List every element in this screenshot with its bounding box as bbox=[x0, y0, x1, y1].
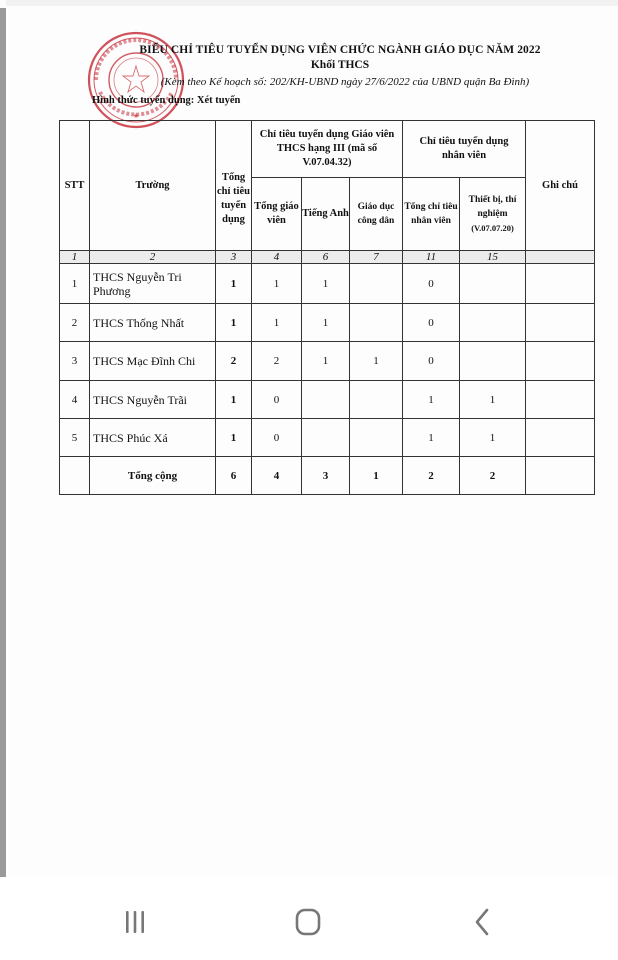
totals-english: 3 bbox=[302, 457, 350, 495]
colnum: 7 bbox=[350, 251, 403, 264]
header-teacher-group: Chỉ tiêu tuyển dụng Giáo viên THCS hạng III (mã số V.07.04.32) bbox=[252, 121, 403, 178]
cell-total-staff: 0 bbox=[403, 342, 460, 381]
cell-total-staff: 1 bbox=[403, 381, 460, 419]
totals-total-staff: 2 bbox=[403, 457, 460, 495]
cell-school: THCS Nguyễn Tri Phương bbox=[90, 264, 216, 304]
cell-total: 1 bbox=[216, 419, 252, 457]
cell-civics bbox=[350, 381, 403, 419]
colnum: 1 bbox=[60, 251, 90, 264]
cell-total-teachers: 0 bbox=[252, 419, 302, 457]
header-lab-code: (V.07.07.20) bbox=[471, 223, 514, 233]
home-icon bbox=[293, 907, 323, 937]
header-total-staff: Tổng chỉ tiêu nhân viên bbox=[403, 178, 460, 251]
colnum: 15 bbox=[460, 251, 526, 264]
cell-lab bbox=[460, 342, 526, 381]
table-row bbox=[60, 381, 595, 419]
totals-label: Tổng cộng bbox=[90, 457, 216, 495]
cell-stt: 5 bbox=[60, 419, 90, 457]
document-reference: (Kèm theo Kế hoạch số: 202/KH-UBND ngày 27/6/2022 của UBND quận Ba Đình) bbox=[160, 76, 530, 88]
cell-school: THCS Mạc Đĩnh Chi bbox=[90, 342, 216, 381]
cell-english bbox=[302, 381, 350, 419]
cell-english: 1 bbox=[302, 304, 350, 342]
recent-apps-icon bbox=[121, 909, 149, 935]
cell-lab: 1 bbox=[460, 419, 526, 457]
cell-total: 1 bbox=[216, 264, 252, 304]
cell-total-teachers: 1 bbox=[252, 264, 302, 304]
cell-lab bbox=[460, 304, 526, 342]
colnum: 11 bbox=[403, 251, 460, 264]
header-english: Tiếng Anh bbox=[302, 178, 350, 251]
table-row bbox=[60, 342, 595, 381]
android-navigation-bar bbox=[0, 877, 618, 960]
recruitment-method: Hình thức tuyển dụng: Xét tuyển bbox=[92, 95, 241, 106]
page-left-edge bbox=[0, 8, 6, 878]
svg-text:★: ★ bbox=[132, 112, 140, 120]
recent-apps-button[interactable] bbox=[115, 907, 155, 937]
quota-table bbox=[59, 120, 595, 495]
cell-total: 2 bbox=[216, 342, 252, 381]
colnum: 6 bbox=[302, 251, 350, 264]
page-top-edge bbox=[6, 0, 618, 6]
cell-stt: 3 bbox=[60, 342, 90, 381]
colnum bbox=[526, 251, 595, 264]
table-row bbox=[60, 419, 595, 457]
back-icon bbox=[470, 907, 494, 937]
back-button[interactable] bbox=[462, 907, 502, 937]
cell-total-staff: 0 bbox=[403, 304, 460, 342]
cell-stt: 2 bbox=[60, 304, 90, 342]
cell-civics bbox=[350, 304, 403, 342]
totals-note bbox=[526, 457, 595, 495]
cell-school: THCS Thống Nhất bbox=[90, 304, 216, 342]
header-total-teachers: Tổng giáo viên bbox=[252, 178, 302, 251]
cell-lab: 1 bbox=[460, 381, 526, 419]
colnum: 3 bbox=[216, 251, 252, 264]
cell-total-teachers: 2 bbox=[252, 342, 302, 381]
totals-civics: 1 bbox=[350, 457, 403, 495]
column-number-row bbox=[60, 251, 595, 264]
colnum: 4 bbox=[252, 251, 302, 264]
header-note: Ghi chú bbox=[526, 121, 595, 251]
cell-total-staff: 1 bbox=[403, 419, 460, 457]
header-staff-group: Chỉ tiêu tuyển dụng nhân viên bbox=[403, 121, 526, 178]
cell-total: 1 bbox=[216, 304, 252, 342]
cell-note bbox=[526, 304, 595, 342]
header-total: Tổng chỉ tiêu tuyển dụng bbox=[216, 121, 252, 251]
cell-total-teachers: 1 bbox=[252, 304, 302, 342]
document-title: BIỂU CHỈ TIÊU TUYỂN DỤNG VIÊN CHỨC NGÀNH GIÁO DỤC NĂM 2022 bbox=[139, 44, 541, 56]
header-lab-label: Thiết bị, thí nghiệm bbox=[468, 195, 517, 219]
header-school: Trường bbox=[90, 121, 216, 251]
cell-note bbox=[526, 381, 595, 419]
home-button[interactable] bbox=[288, 907, 328, 937]
cell-note bbox=[526, 419, 595, 457]
cell-total: 1 bbox=[216, 381, 252, 419]
totals-lab: 2 bbox=[460, 457, 526, 495]
document-subtitle: Khối THCS bbox=[310, 59, 370, 71]
cell-total-staff: 0 bbox=[403, 264, 460, 304]
totals-row bbox=[60, 457, 595, 495]
cell-civics: 1 bbox=[350, 342, 403, 381]
cell-note bbox=[526, 342, 595, 381]
table-row bbox=[60, 264, 595, 304]
cell-stt bbox=[60, 457, 90, 495]
cell-civics bbox=[350, 264, 403, 304]
header-civics: Giáo dục công dân bbox=[350, 178, 403, 251]
cell-school: THCS Nguyễn Trãi bbox=[90, 381, 216, 419]
cell-note bbox=[526, 264, 595, 304]
cell-total-teachers: 0 bbox=[252, 381, 302, 419]
table-row bbox=[60, 304, 595, 342]
cell-civics bbox=[350, 419, 403, 457]
cell-english: 1 bbox=[302, 264, 350, 304]
totals-total-teachers: 4 bbox=[252, 457, 302, 495]
cell-lab bbox=[460, 264, 526, 304]
header-lab-equipment bbox=[460, 178, 526, 251]
colnum: 2 bbox=[90, 251, 216, 264]
cell-english: 1 bbox=[302, 342, 350, 381]
header-stt: STT bbox=[60, 121, 90, 251]
totals-total: 6 bbox=[216, 457, 252, 495]
cell-stt: 4 bbox=[60, 381, 90, 419]
cell-english bbox=[302, 419, 350, 457]
cell-stt: 1 bbox=[60, 264, 90, 304]
cell-school: THCS Phúc Xá bbox=[90, 419, 216, 457]
